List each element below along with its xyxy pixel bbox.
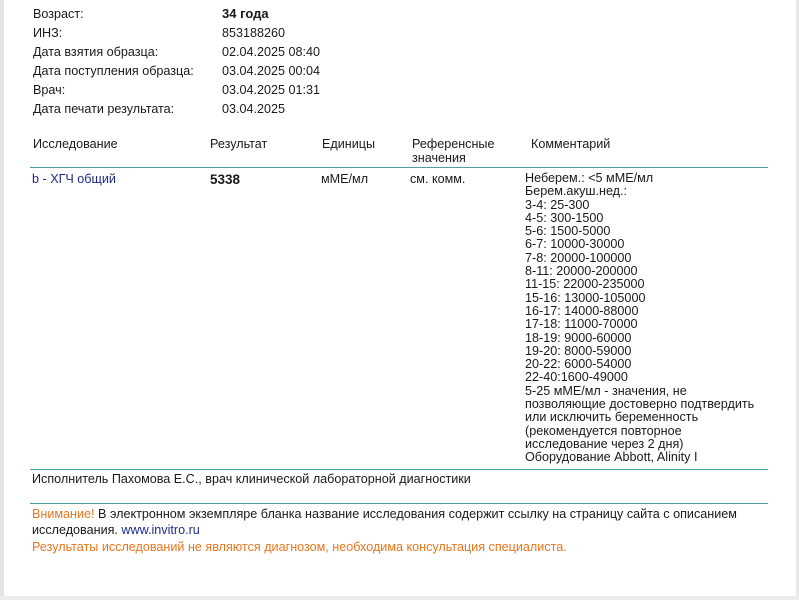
sample-taken-label: Дата взятия образца: [33,45,159,59]
comment-line: 15-16: 13000-105000 [525,290,646,305]
inz-label: ИНЗ: [33,26,63,40]
executor-line: Исполнитель Пахомова Е.С., врач клинической лабораторной диагностики [32,472,471,486]
column-header-reference [412,137,495,165]
column-header-reference-line1: Референсные [412,137,495,151]
comment-line: 17-18: 11000-70000 [525,317,638,332]
comment-line: 8-11: 20000-200000 [525,264,638,279]
comment-line: 5-25 мМЕ/мл - значения, не [525,383,687,398]
column-header-result: Результат [210,137,268,151]
comment-line: 7-8: 20000-100000 [525,250,632,265]
comment-line: 3-4: 25-300 [525,197,590,212]
column-header-comment: Комментарий [531,137,611,151]
notice-prefix: Внимание! [32,507,95,521]
doctor-value: 03.04.2025 01:31 [222,83,321,97]
column-header-units: Единицы [322,137,376,151]
column-header-test: Исследование [33,137,118,151]
comment-line: (рекомендуется повторное [525,423,682,438]
result-units: мМЕ/мл [321,172,369,186]
inz-value: 853188260 [222,26,286,40]
print-date-label: Дата печати результата: [33,102,175,116]
comment-line: 5-6: 1500-5000 [525,224,611,239]
table-header-divider [30,167,768,168]
reference-values: см. комм. [410,172,466,186]
age-label: Возраст: [33,7,84,21]
page-edge-bottom [0,596,799,600]
comment-line: 4-5: 300-1500 [525,210,604,225]
column-header-reference-line2: значения [412,151,466,165]
comment-line: исследование через 2 дня) [525,436,684,451]
comment-line: 19-20: 8000-59000 [525,343,632,358]
doctor-label: Врач: [33,83,66,97]
comment-line: 20-22: 6000-54000 [525,357,632,372]
age-value: 34 года [222,6,269,21]
footer-divider [30,503,768,504]
test-name-link[interactable]: b - ХГЧ общий [32,172,116,186]
comment-line: 6-7: 10000-30000 [525,237,625,252]
result-value: 5338 [210,172,241,187]
sample-received-label: Дата поступления образца: [33,64,194,78]
print-date-value: 03.04.2025 [222,102,286,116]
website-link[interactable]: www.invitro.ru [121,523,200,537]
comment-cell [525,172,754,465]
notice-text: В электронном экземпляре бланка название исследования содержит ссылку на страницу сайта с описанием исследования. [32,507,737,537]
table-bottom-divider [30,469,768,470]
comment-line: Неберем.: <5 мМЕ/мл [525,171,654,185]
comment-line: Берем.акуш.нед.: [525,184,628,199]
comment-line: позволяющие достоверно подтвердить [525,397,755,412]
comment-line: Оборудование Abbott, Alinity I [525,450,698,465]
comment-line: или исключить беременность [525,410,699,425]
comment-line: 22-40:1600-49000 [525,370,628,385]
comment-line: 18-19: 9000-60000 [525,330,632,345]
comment-line: 11-15: 22000-235000 [525,277,645,292]
sample-received-value: 03.04.2025 00:04 [222,64,321,78]
sample-taken-value: 02.04.2025 08:40 [222,45,321,59]
notice-block [32,506,772,538]
disclaimer-text: Результаты исследований не являются диагнозом, необходима консультация специалиста. [32,540,567,554]
page-edge-left [0,0,4,600]
comment-line: 16-17: 14000-88000 [525,303,639,318]
